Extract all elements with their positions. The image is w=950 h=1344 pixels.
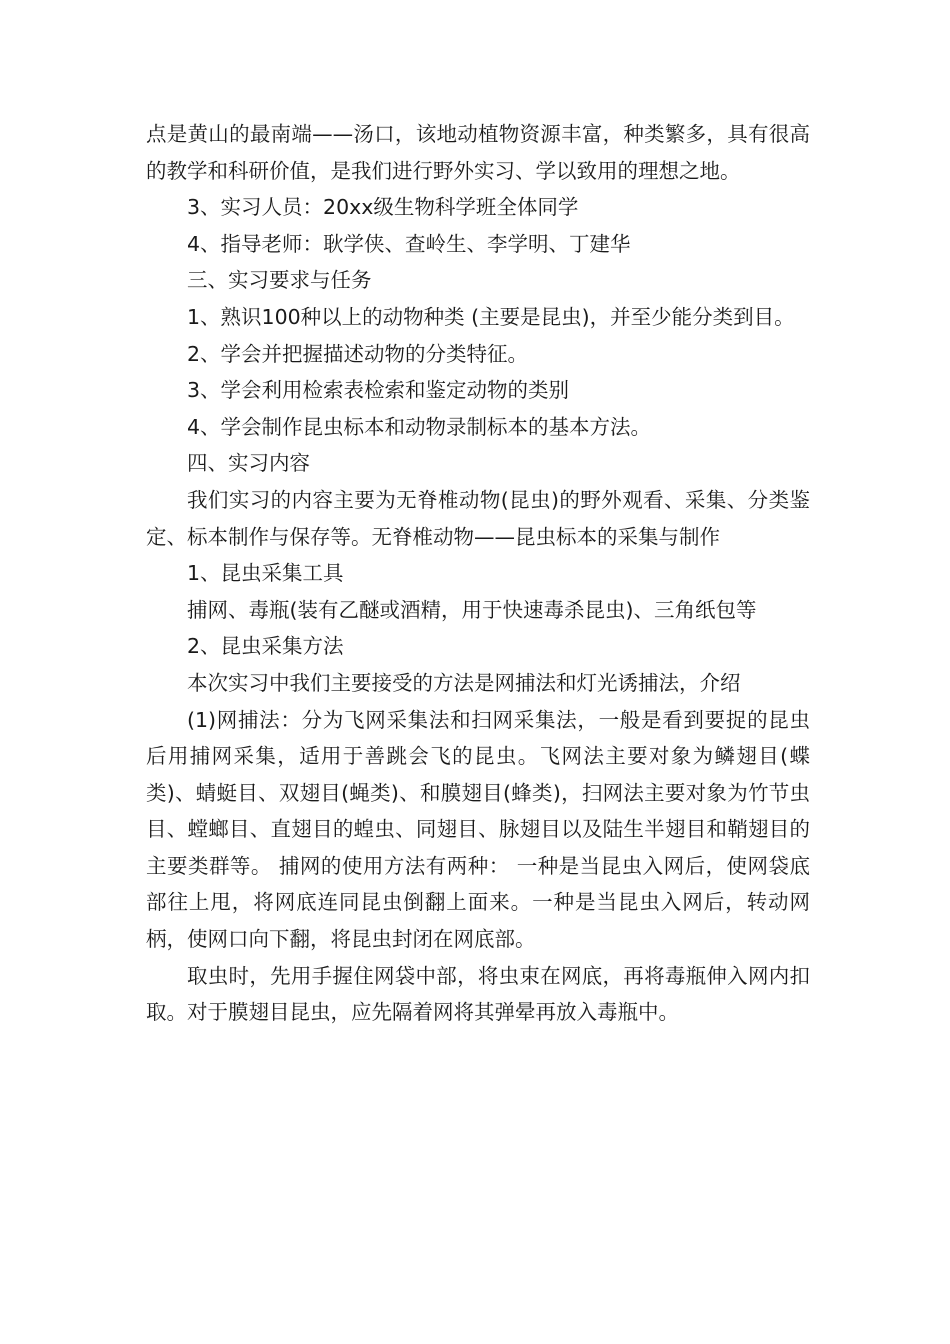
document-body — [146, 116, 810, 1031]
paragraph-removing-insects: 取虫时，先用手握住网袋中部，将虫束在网底，再将毒瓶伸入网内扣取。对于膜翅目昆虫，应先隔着网将其弹晕再放入毒瓶中。 — [146, 963, 810, 1025]
section-heading-content: 四、实习内容 — [187, 451, 310, 476]
paragraph-intro-continued: 点是黄山的最南端——汤口，该地动植物资源丰富，种类繁多，具有很高的教学和科研价值，是我们进行野外实习、学以致用的理想之地。 — [146, 122, 810, 183]
paragraph-requirement-1: 1、熟识100种以上的动物种类 (主要是昆虫)，并至少能分类到目。 — [187, 304, 795, 329]
subheading-collection-methods: 2、昆虫采集方法 — [187, 634, 344, 659]
paragraph-net-method: (1)网捕法：分为飞网采集法和扫网采集法，一般是看到要捉的昆虫后用捕网采集，适用于善跳会飞的昆虫。飞网法主要对象为鳞翅目(蝶类)、蜻蜓目、双翅目(蝇类)、和膜翅目(蜂类)，扫网法主要对象为竹节虫目、螳螂目、直翅目的蝗虫、同翅目、脉翅目以及陆生半翅目和鞘翅目的主要类群等。 捕网的使用方法有两种： 一种是当昆虫入网后，使网袋底部往上甩，将网底连同昆虫倒翻上面来。一种是当昆虫入网后，转动网柄，使网口向下翻，将昆虫封闭在网底部。 — [146, 707, 810, 952]
section-heading-requirements: 三、实习要求与任务 — [187, 268, 372, 293]
subheading-collection-tools: 1、昆虫采集工具 — [187, 561, 344, 586]
paragraph-collection-tools: 捕网、毒瓶(装有乙醚或酒精，用于快速毒杀昆虫)、三角纸包等 — [187, 597, 757, 622]
paragraph-methods-intro: 本次实习中我们主要接受的方法是网捕法和灯光诱捕法，介绍 — [187, 670, 741, 695]
paragraph-instructors: 4、指导老师：耿学侠、查岭生、李学明、丁建华 — [187, 231, 631, 256]
paragraph-content-overview: 我们实习的内容主要为无脊椎动物(昆虫)的野外观看、采集、分类鉴定、标本制作与保存等。无脊椎动物——昆虫标本的采集与制作 — [146, 487, 810, 549]
paragraph-requirement-2: 2、学会并把握描述动物的分类特征。 — [187, 341, 529, 366]
paragraph-requirement-3: 3、学会利用检索表检索和鉴定动物的类别 — [187, 378, 570, 403]
paragraph-participants: 3、实习人员：20xx级生物科学班全体同学 — [187, 195, 579, 220]
paragraph-requirement-4: 4、学会制作昆虫标本和动物录制标本的基本方法。 — [187, 414, 652, 439]
